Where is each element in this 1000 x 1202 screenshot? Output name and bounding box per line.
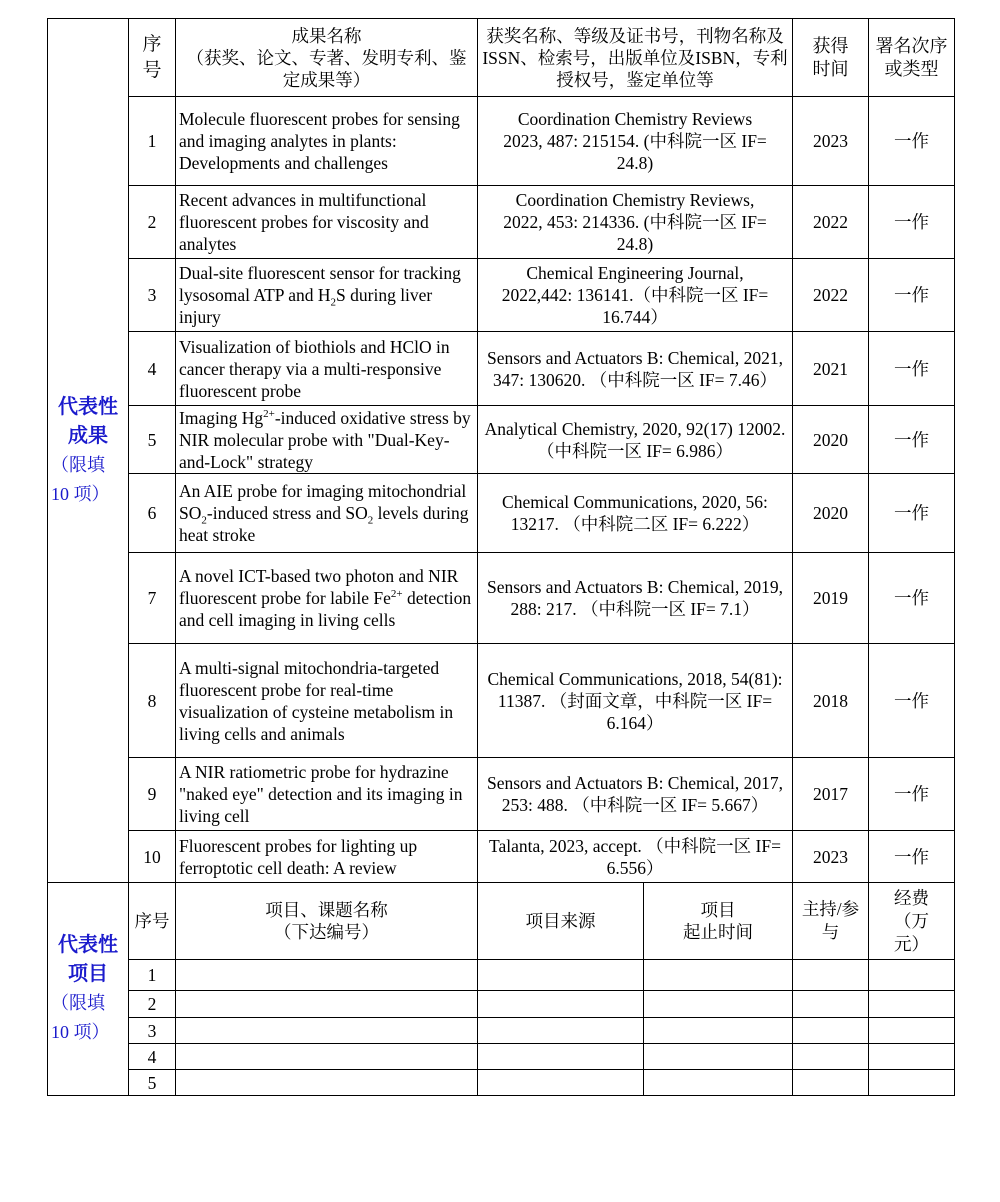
table-row: [48, 553, 955, 644]
achievement-title: [176, 406, 478, 474]
table-row: [48, 831, 955, 883]
header-project-name-line1: 项目、课题名称: [265, 900, 388, 920]
project-funding-cell[interactable]: [869, 1070, 955, 1096]
section-label-line: 代表性: [58, 934, 118, 956]
project-funding-cell[interactable]: [869, 1018, 955, 1044]
title-part: A novel ICT-based two photon and NIR fluorescent probe for labile Fe: [179, 566, 459, 608]
achievement-title: Visualization of biothiols and HClO in cancer therapy via a multi-responsive fluorescent probe: [176, 332, 478, 406]
header-host-participate: 主持/参与: [793, 883, 869, 960]
author-role: 一作: [869, 831, 955, 883]
achievements-section-label: [48, 19, 129, 883]
achievement-title: A multi-signal mitochondria-targeted fluorescent probe for real-time visualization of cysteine metabolism in living cells and animals: [176, 644, 478, 758]
section-label-line: 10 项）: [51, 1022, 110, 1042]
project-period-cell[interactable]: [644, 991, 793, 1018]
project-role-cell[interactable]: [793, 991, 869, 1018]
award-year: 2021: [793, 332, 869, 406]
achievement-title: [176, 259, 478, 332]
author-role: 一作: [869, 259, 955, 332]
title-subscript: 2: [367, 514, 374, 527]
author-role: 一作: [869, 644, 955, 758]
row-number: 4: [129, 1044, 176, 1070]
table-row: [48, 960, 955, 991]
project-period-cell[interactable]: [644, 1018, 793, 1044]
achievement-title: [176, 474, 478, 553]
achievement-title: Recent advances in multifunctional fluorescent probes for viscosity and analytes: [176, 186, 478, 259]
section-label-line: （限填: [51, 454, 105, 475]
project-source-cell[interactable]: [478, 960, 644, 991]
publication-info: Chemical Communications, 2020, 56: 13217. （中科院二区 IF= 6.222）: [478, 474, 793, 553]
project-funding-cell[interactable]: [869, 991, 955, 1018]
projects-section-label: [48, 883, 129, 1096]
author-role: 一作: [869, 97, 955, 186]
table-row: [48, 332, 955, 406]
project-name-cell[interactable]: [176, 1070, 478, 1096]
title-subscript: 2: [201, 514, 207, 527]
row-number: 1: [129, 97, 176, 186]
publication-info: Chemical Communications, 2018, 54(81): 11387. （封面文章，中科院一区 IF= 6.164）: [478, 644, 793, 758]
row-number: 3: [129, 259, 176, 332]
publication-info: Sensors and Actuators B: Chemical, 2017, 253: 488. （中科院一区 IF= 5.667）: [478, 758, 793, 831]
header-funding: 经费（万元）: [869, 883, 955, 960]
row-number: 9: [129, 758, 176, 831]
row-number: 2: [129, 186, 176, 259]
publication-info: Chemical Engineering Journal, 2022,442: 136141.（中科院一区 IF= 16.744）: [478, 259, 793, 332]
table-row: [48, 474, 955, 553]
achievements-header-row: [48, 19, 955, 97]
title-part: -induced oxidative stress by NIR molecular probe with "Dual-Key-and-Lock" strategy: [179, 407, 471, 472]
section-label-line: 项目: [68, 963, 108, 985]
header-achievement-name: [176, 19, 478, 97]
project-source-cell[interactable]: [478, 1044, 644, 1070]
project-funding-cell[interactable]: [869, 1044, 955, 1070]
table-row: [48, 186, 955, 259]
table-row: [48, 1044, 955, 1070]
publication-info: Sensors and Actuators B: Chemical, 2019, 288: 217. （中科院一区 IF= 7.1）: [478, 553, 793, 644]
author-role: 一作: [869, 186, 955, 259]
header-seq: 序号: [129, 19, 176, 97]
publication-info: Talanta, 2023, accept. （中科院一区 IF= 6.556）: [478, 831, 793, 883]
row-number: 5: [129, 1070, 176, 1096]
section-label-line: 10 项）: [51, 483, 110, 504]
publication-info: Coordination Chemistry Reviews, 2022, 453: 214336. (中科院一区 IF= 24.8): [478, 186, 793, 259]
title-superscript: 2+: [263, 407, 275, 420]
section-label-line: 成果: [68, 424, 108, 447]
publication-info: Sensors and Actuators B: Chemical, 2021, 347: 130620. （中科院一区 IF= 7.46）: [478, 332, 793, 406]
award-year: 2020: [793, 406, 869, 474]
author-role: 一作: [869, 553, 955, 644]
row-number: 3: [129, 1018, 176, 1044]
project-period-cell[interactable]: [644, 1070, 793, 1096]
header-author-order: 署名次序或类型: [869, 19, 955, 97]
header-project-name: [176, 883, 478, 960]
achievement-title: [176, 553, 478, 644]
project-role-cell[interactable]: [793, 1070, 869, 1096]
award-year: 2022: [793, 186, 869, 259]
header-project-source: 项目来源: [478, 883, 644, 960]
projects-header-row: [48, 883, 955, 960]
header-award-info: 获奖名称、等级及证书号，刊物名称及ISSN、检索号，出版单位及ISBN，专利授权号，鉴定单位等: [478, 19, 793, 97]
table-row: [48, 991, 955, 1018]
header-time: 获得时间: [793, 19, 869, 97]
header-period-line2: 起止时间: [683, 922, 753, 942]
author-role: 一作: [869, 474, 955, 553]
author-role: 一作: [869, 758, 955, 831]
row-number: 6: [129, 474, 176, 553]
title-subscript: 2: [330, 296, 337, 309]
row-number: 8: [129, 644, 176, 758]
header-name-line2: （获奖、论文、专著、发明专利、鉴定成果等）: [186, 47, 467, 90]
author-role: 一作: [869, 332, 955, 406]
title-part: S during liver injury: [179, 285, 433, 327]
project-period-cell[interactable]: [644, 960, 793, 991]
project-name-cell[interactable]: [176, 1044, 478, 1070]
project-source-cell[interactable]: [478, 991, 644, 1018]
project-role-cell[interactable]: [793, 1018, 869, 1044]
title-part: levels during heat stroke: [179, 503, 469, 545]
project-name-cell[interactable]: [176, 991, 478, 1018]
table-row: [48, 97, 955, 186]
row-number: 5: [129, 406, 176, 474]
project-name-cell[interactable]: [176, 1018, 478, 1044]
achievement-title: Fluorescent probes for lighting up ferroptotic cell death: A review: [176, 831, 478, 883]
project-name-cell[interactable]: [176, 960, 478, 991]
author-role: 一作: [869, 406, 955, 474]
table-row: [48, 644, 955, 758]
header-project-name-line2: （下达编号）: [274, 922, 379, 942]
achievement-title: A NIR ratiometric probe for hydrazine "naked eye" detection and its imaging in living cell: [176, 758, 478, 831]
title-part: Imaging Hg: [179, 407, 264, 428]
project-role-cell[interactable]: [793, 960, 869, 991]
publication-info: Analytical Chemistry, 2020, 92(17) 12002. （中科院一区 IF= 6.986）: [478, 406, 793, 474]
award-year: 2020: [793, 474, 869, 553]
project-period-cell[interactable]: [644, 1044, 793, 1070]
table-row: [48, 1070, 955, 1096]
row-number: 1: [129, 960, 176, 991]
award-year: 2018: [793, 644, 869, 758]
section-label-line: 代表性: [58, 395, 118, 418]
row-number: 10: [129, 831, 176, 883]
table-row: [48, 259, 955, 332]
title-superscript: 2+: [390, 588, 403, 601]
award-year: 2019: [793, 553, 869, 644]
row-number: 2: [129, 991, 176, 1018]
project-source-cell[interactable]: [478, 1018, 644, 1044]
project-role-cell[interactable]: [793, 1044, 869, 1070]
title-part: Dual-site fluorescent sensor for tracking lysosomal ATP and H: [179, 263, 461, 305]
title-part: -induced stress and SO: [206, 503, 368, 523]
row-number: 7: [129, 553, 176, 644]
achievement-title: Molecule fluorescent probes for sensing and imaging analytes in plants: Developments and challenges: [176, 97, 478, 186]
project-source-cell[interactable]: [478, 1070, 644, 1096]
publication-info: Coordination Chemistry Reviews 2023, 487: 215154. (中科院一区 IF= 24.8): [478, 97, 793, 186]
award-year: 2023: [793, 97, 869, 186]
section-label-line: （限填: [51, 993, 105, 1013]
table-row: [48, 406, 955, 474]
title-part: detection and cell imaging in living cells: [179, 588, 472, 630]
header-seq: 序号: [129, 883, 176, 960]
table-row: [48, 758, 955, 831]
row-number: 4: [129, 332, 176, 406]
achievements-projects-table: [47, 18, 955, 1096]
award-year: 2022: [793, 259, 869, 332]
award-year: 2017: [793, 758, 869, 831]
table-row: [48, 1018, 955, 1044]
header-name-line1: 成果名称: [291, 25, 362, 46]
header-period-line1: 项目: [700, 900, 736, 920]
header-project-period: [644, 883, 793, 960]
project-funding-cell[interactable]: [869, 960, 955, 991]
award-year: 2023: [793, 831, 869, 883]
title-part: An AIE probe for imaging mitochondrial SO: [179, 481, 467, 523]
